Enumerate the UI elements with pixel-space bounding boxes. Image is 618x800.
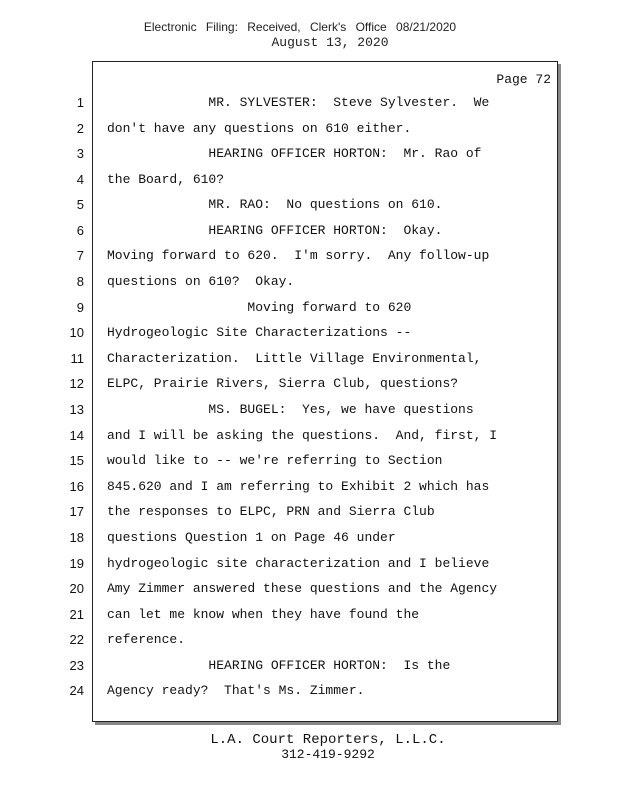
line-text: questions Question 1 on Page 46 under [107,530,396,545]
line-number: 1 [76,95,84,110]
line-number: 14 [69,428,84,443]
line-number: 12 [69,376,84,391]
line-text: reference. [107,632,186,647]
line-text: Moving forward to 620. I'm sorry. Any follow-up [107,248,490,263]
line-number: 9 [76,300,84,315]
line-text: MS. BUGEL: Yes, we have questions [107,402,474,417]
line-text: MR. SYLVESTER: Steve Sylvester. We [107,95,490,110]
line-text: Characterization. Little Village Environmental, [107,351,482,366]
line-number: 24 [69,683,84,698]
line-number: 15 [69,453,84,468]
line-text: Hydrogeologic Site Characterizations -- [107,325,412,340]
line-number: 3 [76,146,84,161]
line-number: 10 [69,325,84,340]
line-text: HEARING OFFICER HORTON: Okay. [107,223,443,238]
line-number: 13 [69,402,84,417]
line-text: Moving forward to 620 [107,300,412,315]
line-number: 7 [76,248,84,263]
line-number: 5 [76,197,84,212]
line-number: 8 [76,274,84,289]
line-number: 23 [69,658,84,673]
line-number: 18 [69,530,84,545]
line-text: the Board, 610? [107,172,225,187]
line-text: MR. RAO: No questions on 610. [107,197,443,212]
line-text: the responses to ELPC, PRN and Sierra Club [107,504,435,519]
line-text: HEARING OFFICER HORTON: Is the [107,658,451,673]
line-text: ELPC, Prairie Rivers, Sierra Club, questions? [107,376,459,391]
line-number: 4 [76,172,84,187]
line-text: questions on 610? Okay. [107,274,295,289]
line-text: 845.620 and I am referring to Exhibit 2 which has [107,479,490,494]
line-text: can let me know when they have found the [107,607,420,622]
court-reporter-phone: 312-419-9292 [281,747,375,762]
line-number: 17 [69,504,84,519]
line-number: 19 [69,556,84,571]
line-text: would like to -- we're referring to Section [107,453,443,468]
line-text: and I will be asking the questions. And, first, I [107,428,498,443]
line-number: 11 [70,351,84,366]
line-text: Agency ready? That's Ms. Zimmer. [107,683,365,698]
line-number: 21 [69,607,84,622]
filing-stamp: Electronic Filing: Received, Clerk's Office 08/21/2020 [143,20,457,34]
court-reporter-name: L.A. Court Reporters, L.L.C. [210,732,446,748]
line-text: hydrogeologic site characterization and I believe [107,556,490,571]
line-number: 2 [76,121,84,136]
line-text: Amy Zimmer answered these questions and the Agency [107,581,498,596]
line-number: 20 [69,581,84,596]
line-text: don't have any questions on 610 either. [107,121,412,136]
line-text: HEARING OFFICER HORTON: Mr. Rao of [107,146,482,161]
page-number: Page 72 [496,72,551,87]
line-number: 22 [69,632,84,647]
line-number: 16 [69,479,84,494]
hearing-date: August 13, 2020 [271,35,389,50]
line-number: 6 [76,223,84,238]
